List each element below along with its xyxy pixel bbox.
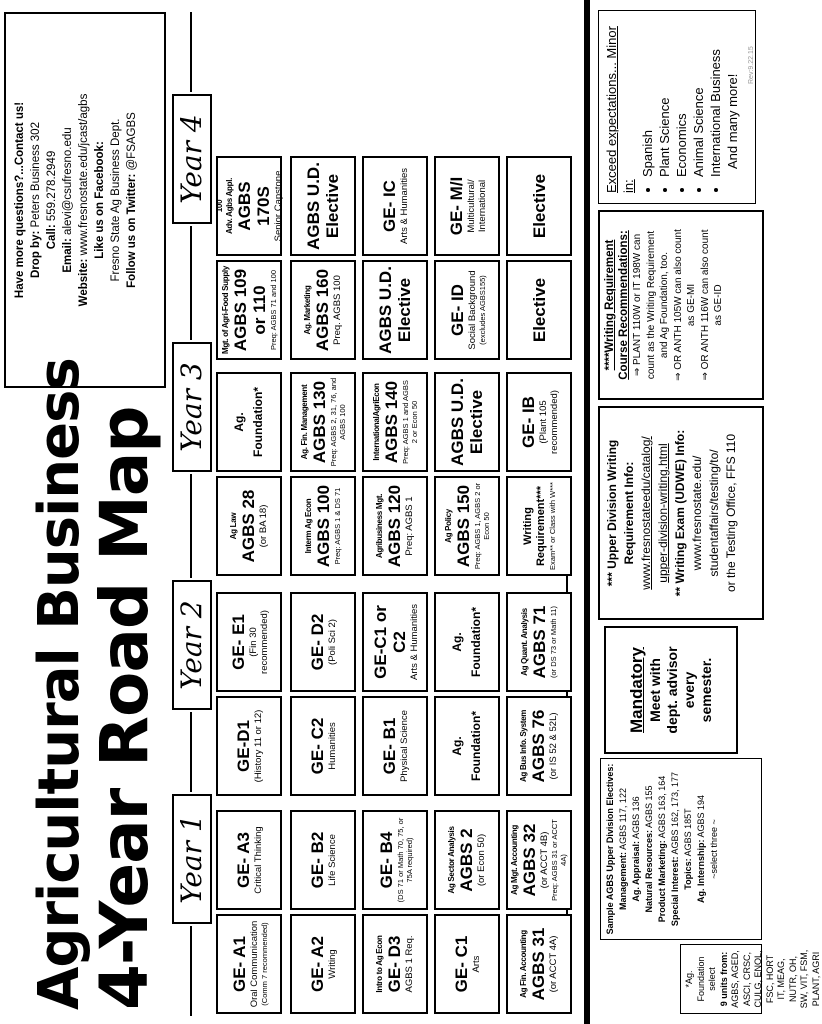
title-line-1: Agricultural Business — [27, 358, 92, 1010]
writing-course-recommendations — [598, 210, 764, 400]
minor-item: • International Business — [707, 21, 724, 177]
course-note: Arts & Humanities — [408, 603, 420, 681]
course-cell-year4 — [216, 260, 282, 360]
foundation-note-subjects: AGBS, AGED, ASCI, CRSC, CULG, ENOL, FSC, HORT IT, MEAG, NUTR, OH, SW, VIT, FSM, PLANT, AGRI — [730, 949, 821, 1009]
email-label: Email: — [62, 238, 74, 273]
course-cell-year2 — [506, 696, 572, 796]
course-note: Oral Communication — [248, 920, 260, 1008]
course-cell-year3 — [506, 476, 572, 576]
course-subtitle: Ag Policy — [443, 509, 453, 543]
course-code: GE-C1 or C2 — [370, 605, 409, 679]
mandatory-line: Meet with — [647, 658, 663, 722]
writing-info-heading: *** Upper Division Writing — [605, 439, 619, 587]
course-note: Physical Science — [399, 710, 410, 782]
course-cell-year1 — [506, 810, 572, 910]
electives-label: Special Interest: — [670, 856, 680, 927]
mandatory-line: every — [681, 671, 697, 709]
electives-value: AGBS 155 — [644, 785, 654, 828]
course-cell-year2 — [216, 592, 282, 692]
course-prereq: Preq: AGBS 1 & DS 71 — [333, 487, 342, 565]
testing-office: or the Testing Office, FFS 110 — [724, 433, 738, 593]
drop-by-label: Drop by: — [30, 230, 42, 278]
year-line — [190, 226, 192, 340]
course-subtitle: Ag Sector Analysis — [447, 826, 456, 894]
course-subtitle: Ag Fin. Accounting — [519, 930, 528, 998]
course-note: (or ACCT 4A) — [548, 935, 559, 993]
electives-value: AGBS 163, 164 — [657, 775, 667, 839]
course-code: GE- A2 — [308, 935, 327, 993]
electives-label: Ag. Internship: — [696, 839, 706, 904]
writing-recs-heading: Course Recommendations: — [617, 230, 630, 380]
electives-label: Natural Resources: — [644, 830, 654, 913]
course-cell-year1 — [434, 810, 500, 910]
electives-label: Ag. Appraisal: — [631, 840, 641, 902]
writing-requirement-info — [598, 406, 764, 620]
course-note: (or ACCT 4B) — [539, 831, 550, 889]
course-cell-year3 — [216, 476, 282, 576]
course-code: GE- D3 — [385, 935, 404, 993]
course-prereq: Exam** or Class with W*** — [547, 482, 557, 570]
course-note: Multicultural/ International — [465, 179, 488, 233]
course-code: GE- D2 — [308, 613, 327, 671]
mandatory-title: Mandatory — [627, 647, 646, 733]
course-cell-year2 — [290, 696, 356, 796]
course-code: AGBS 130 — [309, 380, 329, 464]
year-line — [190, 12, 192, 92]
writing-rec-line: ⇒ OR ANTH 105W can also count — [672, 229, 684, 381]
course-cell-year3 — [216, 372, 282, 472]
minor-item: • Spanish — [639, 21, 656, 177]
course-code: AGBS 120 — [385, 484, 404, 568]
website-link[interactable]: www.fresnostate.edu/jcast/agbs — [78, 93, 90, 256]
facebook-label: Like us on Facebook: — [94, 141, 106, 259]
course-cell-year2 — [506, 592, 572, 692]
course-cell-year4 — [434, 156, 500, 256]
course-subtitle: Ag. Fin. Management — [299, 384, 309, 460]
course-cell-year3 — [506, 372, 572, 472]
year-1-header: Year 1 — [172, 794, 212, 924]
course-cell-year2 — [434, 592, 500, 692]
course-note: (or Econ 50) — [476, 833, 487, 887]
course-note: (Poli Sci 2) — [327, 619, 338, 665]
course-code: GE- M/I — [446, 176, 466, 236]
course-subtitle: Mgt. of Agri-Food Supply — [220, 265, 230, 355]
course-cell-year1 — [362, 914, 428, 1014]
course-code: AGBS U.D. Elective — [304, 162, 342, 250]
writing-rec-line: count as the Writing Requirement — [645, 230, 657, 380]
course-cell-year4 — [434, 260, 500, 360]
course-subtitle: Interm Ag Econ — [304, 498, 313, 554]
course-subtitle: Ag Mgt. Accounting — [510, 825, 519, 895]
electives-value: AGBS 185T — [683, 808, 693, 857]
course-note: Arts — [471, 955, 482, 973]
writing-info-link[interactable]: upper-division-writing.html — [656, 443, 670, 583]
course-prereq: (Comm 7 recommended) — [259, 922, 269, 1006]
writing-rec-line: and Ag Foundation, too. — [659, 251, 670, 359]
course-cell-year1 — [216, 810, 282, 910]
course-cell-year3 — [434, 476, 500, 576]
course-cell-year1 — [290, 810, 356, 910]
course-note: Senior Capstone — [272, 170, 284, 242]
course-subtitle: 100 — [214, 199, 224, 213]
writing-recs-heading: ****Writing Requirement — [604, 239, 616, 371]
course-note: (Plant 105 recommended) — [537, 390, 560, 454]
course-note: Arts & Humanities — [399, 167, 410, 245]
course-cell-year2 — [290, 592, 356, 692]
course-cell-year3 — [362, 372, 428, 472]
course-code: AGBS 71 — [530, 605, 549, 679]
course-subtitle: Agribusiness Mgt. — [375, 493, 384, 559]
course-code: AGBS 31 — [529, 927, 548, 1001]
year-line — [190, 712, 192, 792]
course-code: GE- B1 — [380, 717, 399, 775]
course-cell-year3 — [362, 476, 428, 576]
course-code: AGBS 109 or 110 — [230, 268, 269, 352]
course-note: Writing — [327, 949, 338, 979]
electives-heading: Sample AGBS Upper Division Electives: — [605, 763, 615, 935]
mandatory-line: dept. advisor — [664, 646, 680, 734]
section-divider — [584, 0, 590, 1024]
course-code: Elective — [529, 173, 549, 239]
course-cell-year2 — [362, 592, 428, 692]
mandatory-line: semester. — [698, 657, 714, 723]
course-code: GE- C2 — [308, 717, 327, 775]
electives-value: AGBS 194 — [696, 794, 706, 838]
facebook-page[interactable]: Fresno State Ag Business Dept. — [110, 118, 122, 282]
foundation-note-select: select — [707, 967, 717, 991]
minor-heading: Exceed expectations... Minor in: — [604, 26, 636, 193]
course-name: Writing Requirement*** — [521, 485, 547, 567]
course-code: AGBS U.D. Elective — [376, 266, 414, 354]
writing-rec-line: ⇒ PLANT 110W or IT 198W can — [632, 233, 643, 377]
drop-by-location: Peters Business 302 — [30, 122, 42, 228]
course-code: AGBS 2 — [457, 828, 476, 892]
course-cell-year4 — [290, 156, 356, 256]
course-code: GE-D1 — [234, 720, 253, 772]
course-cell-year4 — [506, 260, 572, 360]
course-note: Life Science — [327, 834, 338, 886]
course-cell-year1 — [362, 810, 428, 910]
course-cell-year4 — [362, 260, 428, 360]
electives-value: AGBS 136 — [631, 796, 641, 839]
course-code: AGBS 76 — [529, 709, 548, 783]
electives-note — [600, 758, 762, 940]
course-code: GE- B4 — [376, 831, 396, 889]
course-subtitle: Ag. Marketing — [303, 285, 312, 335]
course-note: (Fin 30 recommended) — [247, 610, 270, 674]
course-code: AGBS 170S — [234, 181, 273, 231]
course-note: (or IS 52 & 52L) — [548, 712, 559, 780]
contact-box — [4, 12, 166, 388]
year-2-header: Year 2 — [172, 580, 212, 710]
course-note: Humanities — [327, 722, 338, 770]
electives-label: Topics: — [683, 858, 693, 890]
course-cell-year1 — [290, 914, 356, 1014]
course-subtitle: Adv. Agbs Appl. — [224, 177, 234, 235]
course-cell-year1 — [216, 914, 282, 1014]
year-line — [190, 926, 192, 1016]
writing-exam-heading: ** Writing Exam (UDWE) Info: — [673, 429, 687, 597]
electives-value: AGBS 162, 173, 177 — [670, 771, 680, 855]
foundation-note — [680, 944, 821, 1014]
course-code: AGBS 160 — [313, 268, 332, 352]
course-note: Social Background — [466, 270, 478, 350]
twitter-handle[interactable]: @FSAGBS — [126, 112, 138, 171]
course-prereq: Preq: AGBS 2, 31, 76, and AGBS 100 — [328, 377, 347, 467]
course-cell-year3 — [290, 476, 356, 576]
course-prereq: (or DS 73 or Math 11) — [549, 606, 558, 678]
writing-rec-line: as GE-MI — [686, 283, 697, 327]
course-code: AGBS 32 — [520, 823, 539, 897]
course-code: GE- E1 — [228, 614, 248, 670]
course-cell-year1 — [434, 914, 500, 1014]
email-address[interactable]: alevi@csufresno.edu — [62, 127, 74, 235]
course-subtitle: Ag Bus Info. System — [519, 709, 528, 783]
course-note: Critical Thinking — [253, 826, 264, 894]
course-note: AGBS 1 Req. — [404, 935, 415, 993]
minor-list — [639, 21, 724, 193]
electives-value: AGBS 117, 122 — [618, 788, 628, 850]
course-code: GE- A1 — [229, 935, 249, 993]
minor-item: • Economics — [673, 21, 690, 177]
course-cell-year4 — [216, 156, 282, 256]
course-code: Ag. Foundation* — [450, 607, 483, 677]
course-cell-year4 — [362, 156, 428, 256]
course-prereq: (excludes AGBS155) — [477, 275, 487, 345]
writing-exam-link[interactable]: studentaffairs/testing/to/ — [707, 449, 721, 577]
website-label: Website: — [78, 258, 90, 307]
revision-date: Rev:9.22.15 — [748, 46, 755, 84]
course-prereq: Preq: AGBS 71 and 100 — [268, 269, 278, 351]
course-cell-year3 — [290, 372, 356, 472]
contact-heading: Have more questions?...Contact us! — [14, 101, 26, 299]
writing-info-heading: Requirement Info: — [622, 461, 636, 565]
course-cell-year2 — [362, 696, 428, 796]
course-code: Ag. Foundation* — [232, 387, 265, 457]
course-note: (History 11 or 12) — [253, 709, 264, 783]
course-code: AGBS 100 — [314, 484, 333, 568]
year-line — [190, 474, 192, 578]
course-code: GE- IB — [518, 396, 538, 448]
course-code: Ag. Foundation* — [450, 711, 483, 781]
foundation-note-units: 9 units from: — [718, 951, 729, 1007]
course-subtitle: Ag Law — [229, 512, 238, 540]
electives-select-three: ~select three ~ — [709, 819, 719, 879]
course-note: (or BA 18) — [258, 504, 269, 548]
minor-box — [598, 10, 756, 204]
course-prereq: Preq: AGBS 31 or ACCT 4A) — [550, 819, 568, 901]
course-cell-year4 — [290, 260, 356, 360]
foundation-note-title: *Ag. Foundation — [684, 956, 706, 1002]
course-code: GE- A3 — [234, 831, 253, 889]
course-code: Elective — [529, 277, 549, 343]
course-code: GE- C1 — [452, 935, 471, 993]
course-code: GE- ID — [447, 284, 467, 336]
course-code: AGBS 28 — [239, 489, 258, 563]
course-note: Preq. AGBS 100 — [332, 275, 343, 345]
minor-item: • Plant Science — [656, 21, 673, 177]
electives-label: Product Marketing: — [657, 840, 667, 923]
minor-item: • Animal Science — [690, 21, 707, 177]
course-prereq: (DS 71 or Math 70, 75, or 75A required) — [395, 817, 414, 903]
writing-exam-link[interactable]: www.fresnostate.edu/ — [690, 455, 704, 571]
writing-rec-line: as GE-ID — [713, 284, 724, 326]
course-cell-year4 — [506, 156, 572, 256]
year-4-header: Year 4 — [172, 94, 212, 224]
mandatory-advising-box — [604, 626, 738, 754]
course-code: GE- IC — [380, 180, 399, 232]
course-cell-year2 — [216, 696, 282, 796]
course-prereq: Preq: AGBS 1 and AGBS 2 or Econ 50 — [400, 380, 419, 464]
course-cell-year1 — [506, 914, 572, 1014]
minor-more: And many more! — [725, 73, 740, 169]
writing-info-link[interactable]: www.fresnostateedu/catalog/ — [639, 436, 653, 590]
phone-number: 559.278.2949 — [46, 150, 58, 222]
course-code: AGBS U.D. Elective — [448, 378, 486, 466]
course-code: AGBS 150 — [453, 484, 473, 568]
call-label: Call: — [46, 224, 58, 250]
course-subtitle: Ag Quant. Analysis — [520, 608, 529, 676]
course-prereq: Preq: AGBS 1, AGBS 2 or Econ 50 — [472, 482, 491, 570]
course-cell-year2 — [434, 696, 500, 796]
writing-rec-line: ⇒ OR ANTH 116W can also count — [699, 229, 711, 381]
year-3-header: Year 3 — [172, 342, 212, 472]
course-code: AGBS 140 — [381, 380, 401, 464]
course-note: Preq: AGBS 1 — [404, 496, 415, 556]
course-subtitle: InternationalAgriEcon — [371, 383, 381, 461]
twitter-label: Follow us on Twitter: — [126, 173, 138, 288]
course-code: GE- B2 — [308, 831, 327, 889]
title-line-2: 4-Year Road Map — [86, 406, 163, 1010]
electives-label: Management: — [618, 851, 628, 910]
course-subtitle: Intro to Ag Econ — [375, 935, 384, 993]
course-cell-year3 — [434, 372, 500, 472]
